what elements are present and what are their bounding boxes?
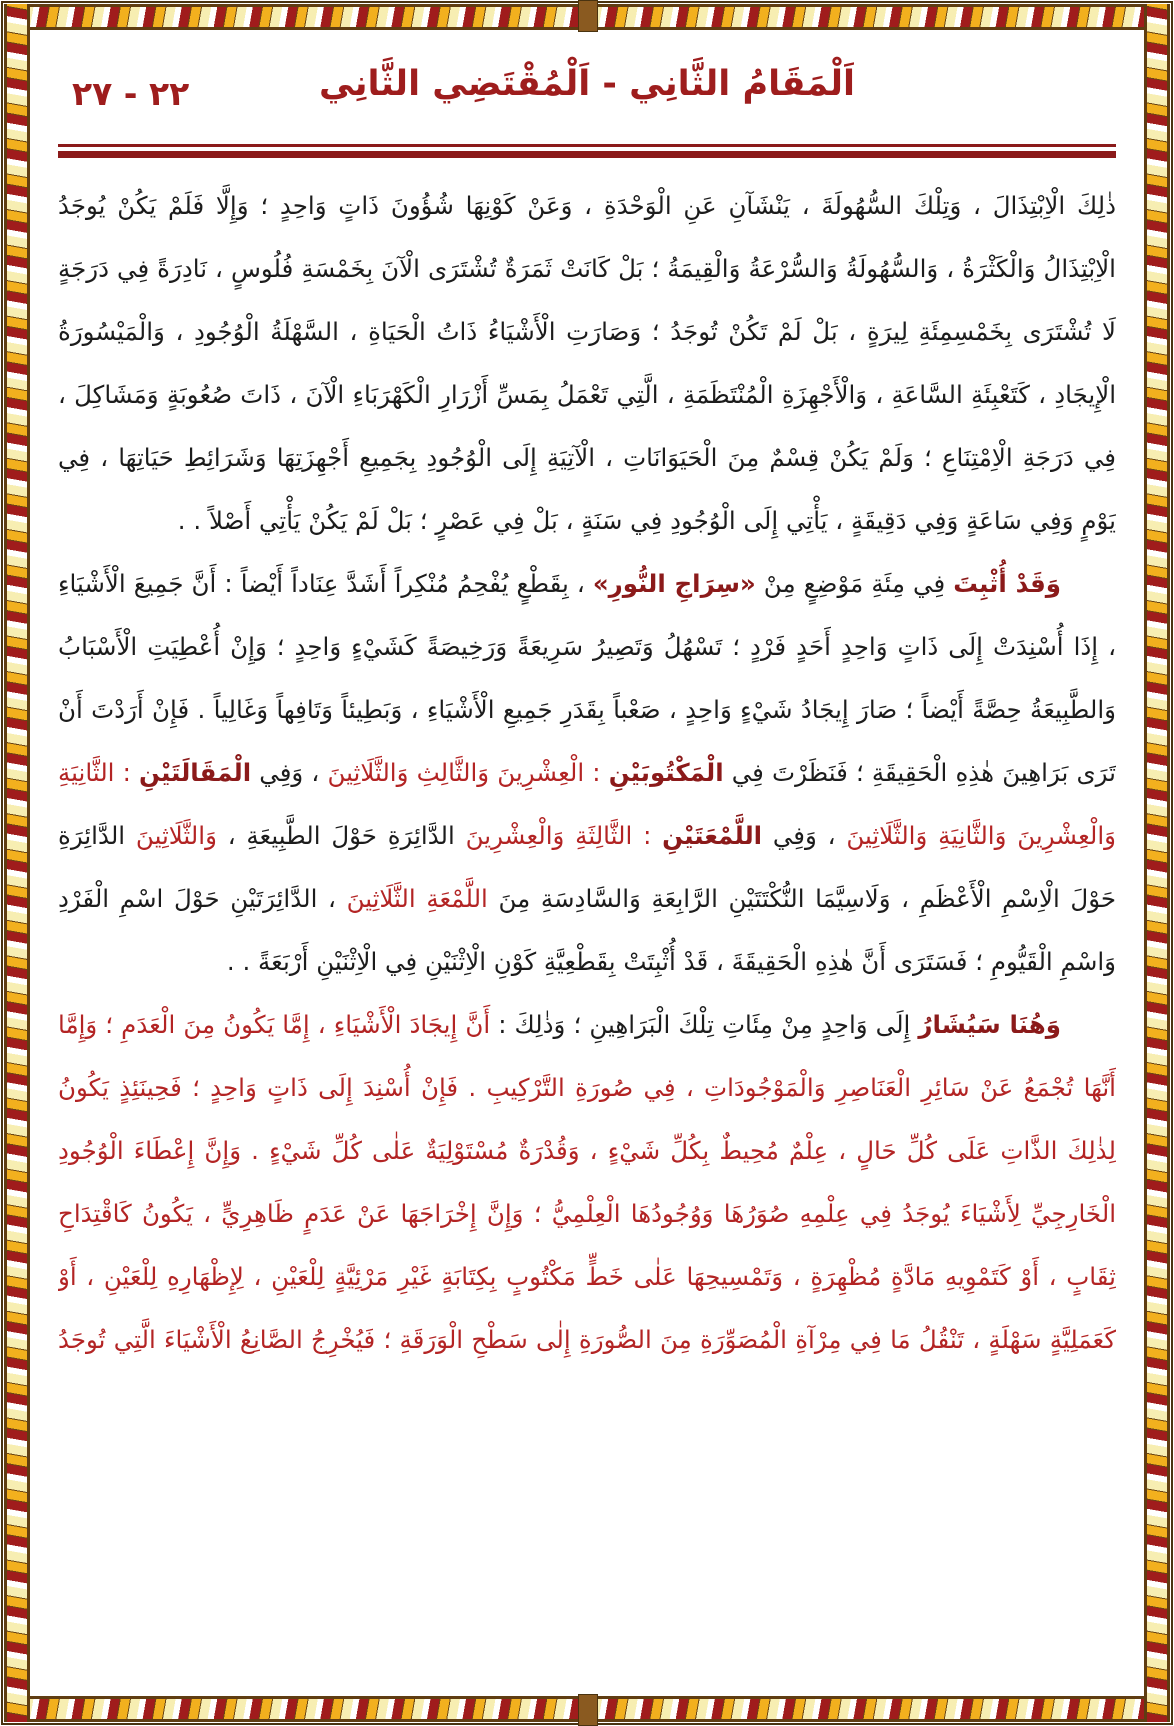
text-segment: ، وَفِي <box>762 821 847 850</box>
text-segment: وَهُنَا سَيُشَارُ <box>918 1010 1061 1039</box>
text-segment: الدَّائِرَةِ حَوْلَ الْاِسْمِ الْأَعْظَمِ ، وَلَاسِيَّمَا النُّكْتَتَيْنِ الرَّابِعَةِ وَالسَّادِسَةِ مِنَ <box>58 821 1116 913</box>
border-top-connector <box>578 0 598 32</box>
page-header <box>58 40 1116 136</box>
text-segment: : الْعِشْرِينَ وَالثَّالِثِ وَالثَّلَاثِينَ <box>327 758 609 787</box>
paragraph <box>58 174 1116 552</box>
text-segment: الدَّائِرَةِ حَوْلَ الطَّبِيعَةِ ، <box>216 821 466 850</box>
text-segment: إِلَى وَاحِدٍ مِنْ مِئَاتِ تِلْكَ الْبَرَاهِينِ ؛ وَذٰلِكَ : <box>490 1010 919 1039</box>
divider-thick-line <box>58 151 1116 158</box>
paragraph <box>58 993 1116 1371</box>
text-segment: الْمَقَالَتَيْنِ <box>139 758 252 787</box>
text-segment: وَقَدْ أُثْبِتَ <box>953 569 1061 598</box>
text-segment: وَالثَّلَاثِينَ <box>135 821 217 850</box>
text-segment: الْمَكْتُوبَيْنِ <box>608 758 724 787</box>
border-bottom-connector <box>578 1694 598 1726</box>
text-segment: اللَّمْعَتَيْنِ <box>662 821 763 850</box>
text-segment: ، وَفِي <box>251 758 328 787</box>
text-segment: اللَّمْعَةِ الثَّلَاثِينَ <box>346 884 488 913</box>
text-segment: : الثَّانِيَةِ وَالْعِشْرِينَ وَالثَّانِيَةِ وَالثَّلَاثِينَ <box>58 758 1116 850</box>
paragraph <box>58 552 1116 993</box>
text-segment: ، بِقَطْعٍ يُفْحِمُ مُنْكِراً أَشَدَّ عِنَاداً أَيْضاً : أَنَّ جَمِيعَ الْأَشْيَاءِ ، إِذَا أُسْنِدَتْ إِلَى ذَاتٍ وَاحِدٍ أَحَدٍ فَرْدٍ ؛ تَسْهُلُ وَتَصِيرُ سَرِيعَةً وَرَخِيصَةً كَشَيْءٍ وَاحِدٍ ؛ وَإِنْ أُعْطِيَتِ الْأَسْبَابُ وَالطَّبِيعَةُ حِصَّةً أَيْضاً ؛ صَارَ إِيجَادُ شَيْءٍ وَاحِدٍ ، صَعْباً بِقَدَرِ جَمِيعِ الْأَشْيَاءِ ، وَبَطِيئاً وَتَافِهاً وَغَالِياً . فَإِنْ أَرَدْتَ أَنْ تَرَى بَرَاهِينَ هٰذِهِ الْحَقِيقَةِ ؛ فَنَظَرْتَ فِي <box>58 569 1116 787</box>
text-segment: ذٰلِكَ الْاِبْتِذَالَ ، وَتِلْكَ السُّهُولَةَ ، يَنْشَآنِ عَنِ الْوَحْدَةِ ، وَعَنْ كَوْنِهَا شُؤُونَ ذَاتٍ وَاحِدٍ ؛ وَإِلَّا فَلَمْ يَكُنْ يُوجَدُ الْاِبْتِذَالُ وَالْكَثْرَةُ ، وَالسُّهُولَةُ وَالسُّرْعَةُ وَالْقِيمَةُ ؛ بَلْ كَانَتْ ثَمَرَةٌ تُشْتَرَى الْآنَ بِخَمْسَةِ فُلُوسٍ ، نَادِرَةً فِي دَرَجَةٍ لَا تُشْتَرَى بِخَمْسِمِئَةِ لِيرَةٍ ، بَلْ لَمْ تَكُنْ تُوجَدُ ؛ وَصَارَتِ الْأَشْيَاءُ ذَاتُ الْحَيَاةِ ، السَّهْلَةُ الْوُجُودِ ، وَالْمَيْسُورَةُ الْإِيجَادِ ، كَتَعْبِئَةِ السَّاعَةِ ، وَالْأَجْهِزَةِ الْمُنْتَظَمَةِ ، الَّتِي تَعْمَلُ بِمَسِّ أَزْرَارِ الْكَهْرَبَاءِ الْآنَ ، ذَاتَ صُعُوبَةٍ وَمَشَاكِلَ ، فِي دَرَجَةِ الْاِمْتِنَاعِ ؛ وَلَمْ يَكُنْ قِسْمٌ مِنَ الْحَيَوَانَاتِ ، الْآتِيَةِ إِلَى الْوُجُودِ بِجَمِيعِ أَجْهِزَتِهَا وَشَرَائِطِ حَيَاتِهَا ، فِي يَوْمٍ وَفِي سَاعَةٍ وَفِي دَقِيقَةٍ ، يَأْتِي إِلَى الْوُجُودِ فِي سَنَةٍ ، بَلْ فِي عَصْرٍ ؛ بَلْ لَمْ يَكُنْ يَأْتِي أَصْلاً . . <box>58 191 1116 535</box>
text-segment: فِي مِئَةِ مَوْضِعٍ مِنْ <box>755 569 954 598</box>
divider-thin-line <box>58 144 1116 147</box>
border-right-band <box>1144 4 1170 1722</box>
text-segment: : الثَّالِثَةِ وَالْعِشْرِينَ <box>465 821 663 850</box>
page-title: اَلْمَقَامُ الثَّانِي - اَلْمُقْتَضِي الثَّانِي <box>318 64 856 104</box>
page-numbers: ٢٢ - ٢٧ <box>72 74 190 113</box>
header-divider <box>58 144 1116 158</box>
body-text <box>58 174 1116 1656</box>
border-left-band <box>4 4 30 1722</box>
page-content <box>58 40 1116 1686</box>
text-segment: أَنَّ إِيجَادَ الْأَشْيَاءِ ، إِمَّا يَكُونُ مِنَ الْعَدَمِ ؛ وَإِمَّا أَنَّهَا تُجْمَعُ عَنْ سَائِرِ الْعَنَاصِرِ وَالْمَوْجُودَاتِ ، فِي صُورَةِ التَّرْكِيبِ . فَإِنْ أُسْنِدَ إِلَى ذَاتٍ وَاحِدٍ ؛ فَحِينَئِذٍ يَكُونُ لِذٰلِكَ الذَّاتِ عَلَى كُلِّ حَالٍ ، عِلْمٌ مُحِيطٌ بِكُلِّ شَيْءٍ ، وَقُدْرَةٌ مُسْتَوْلِيَةٌ عَلٰى كُلِّ شَيْءٍ . وَإِنَّ إِعْطَاءَ الْوُجُودِ الْخَارِجِيِّ لِأَشْيَاءَ يُوجَدُ فِي عِلْمِهِ صُوَرُهَا وَوُجُودُهَا الْعِلْمِيُّ ؛ وَإِنَّ إِخْرَاجَهَا عَنْ عَدَمٍ ظَاهِرِيٍّ ، يَكُونُ كَاقْتِدَاحِ ثِقَابٍ ، أَوْ كَتَمْوِيهِ مَادَّةٍ مُظْهِرَةٍ ، وَتَمْسِيحِهَا عَلٰى خَطٍّ مَكْتُوبٍ بِكِتَابَةٍ غَيْرِ مَرْئِيَّةٍ لِلْعَيْنِ ، لِإِظْهَارِهِ لِلْعَيْنِ ، أَوْ كَعَمَلِيَّةٍ سَهْلَةٍ ، تَنْقُلُ مَا فِي مِرْآةِ الْمُصَوِّرَةِ مِنَ الصُّورَةِ إِلٰى سَطْحِ الْوَرَقَةِ ؛ فَيُخْرِجُ الصَّانِعُ الْأَشْيَاءَ الَّتِي تُوجَدُ <box>58 1010 1116 1354</box>
text-segment: ، الدَّائِرَتَيْنِ حَوْلَ اسْمِ الْفَرْدِ وَاسْمِ الْقَيُّومِ ؛ فَسَتَرَى أَنَّ هٰذِهِ الْحَقِيقَةَ ، قَدْ أُثْبِتَتْ بِقَطْعِيَّةِ كَوْنِ الْاِثْنَيْنِ فِي الْاِثْنَيْنِ أَرْبَعَةً . . <box>58 884 1116 976</box>
text-segment: «سِرَاجِ النُّورِ» <box>592 569 756 598</box>
